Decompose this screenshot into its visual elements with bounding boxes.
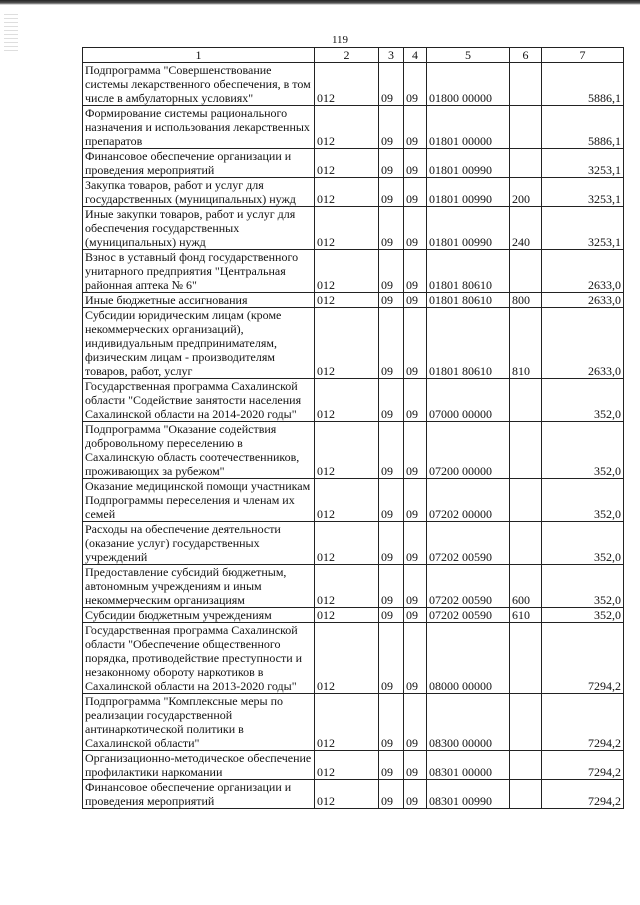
row-amount-cell: 7294,2 — [542, 751, 624, 780]
table-row — [83, 379, 624, 422]
table-row — [83, 178, 624, 207]
row-code-cell: 012 — [315, 250, 379, 293]
row-type-cell: 800 — [510, 293, 542, 308]
row-code-cell: 012 — [315, 149, 379, 178]
row-name-cell: Формирование системы рационального назначения и использования лекарственных препаратов — [83, 106, 315, 149]
row-subsection-cell: 09 — [404, 178, 427, 207]
row-code-cell: 012 — [315, 751, 379, 780]
row-target-cell: 07202 00590 — [427, 522, 510, 565]
row-target-cell: 01801 80610 — [427, 293, 510, 308]
row-subsection-cell: 09 — [404, 207, 427, 250]
row-name-cell: Финансовое обеспечение организации и проведения мероприятий — [83, 149, 315, 178]
row-name-cell: Оказание медицинской помощи участникам Подпрограммы переселения и членам их семей — [83, 479, 315, 522]
row-code-cell: 012 — [315, 293, 379, 308]
row-name-cell: Иные бюджетные ассигнования — [83, 293, 315, 308]
row-name-cell: Субсидии бюджетным учреждениям — [83, 608, 315, 623]
table-row — [83, 63, 624, 106]
row-type-cell — [510, 250, 542, 293]
row-code-cell: 012 — [315, 379, 379, 422]
row-target-cell: 01801 80610 — [427, 308, 510, 379]
row-type-cell: 600 — [510, 565, 542, 608]
row-target-cell: 07202 00590 — [427, 608, 510, 623]
row-subsection-cell: 09 — [404, 250, 427, 293]
row-section-cell: 09 — [379, 149, 404, 178]
row-type-cell — [510, 422, 542, 479]
table-row — [83, 522, 624, 565]
table-row — [83, 694, 624, 751]
row-amount-cell: 352,0 — [542, 479, 624, 522]
row-amount-cell: 352,0 — [542, 522, 624, 565]
table-row — [83, 149, 624, 178]
table-row — [83, 308, 624, 379]
row-section-cell: 09 — [379, 608, 404, 623]
row-amount-cell: 3253,1 — [542, 207, 624, 250]
row-name-cell: Подпрограмма "Совершенствование системы лекарственного обеспечения, в том числе в амбулаторных условиях" — [83, 63, 315, 106]
table-row — [83, 780, 624, 809]
row-target-cell: 07202 00590 — [427, 565, 510, 608]
row-amount-cell: 7294,2 — [542, 694, 624, 751]
table-row — [83, 293, 624, 308]
row-type-cell — [510, 623, 542, 694]
table-row — [83, 608, 624, 623]
table-row — [83, 565, 624, 608]
row-type-cell — [510, 479, 542, 522]
row-target-cell: 01801 00000 — [427, 106, 510, 149]
row-code-cell: 012 — [315, 522, 379, 565]
table-row — [83, 250, 624, 293]
row-section-cell: 09 — [379, 422, 404, 479]
row-subsection-cell: 09 — [404, 623, 427, 694]
row-type-cell — [510, 522, 542, 565]
row-section-cell: 09 — [379, 308, 404, 379]
row-amount-cell: 2633,0 — [542, 293, 624, 308]
row-name-cell: Государственная программа Сахалинской области "Обеспечение общественного порядка, противодействие преступности и незаконному обороту наркотиков в Сахалинской области на 2013-2020 годы" — [83, 623, 315, 694]
row-section-cell: 09 — [379, 207, 404, 250]
row-type-cell — [510, 106, 542, 149]
row-target-cell: 08000 00000 — [427, 623, 510, 694]
row-name-cell: Подпрограмма "Комплексные меры по реализации государственной антинаркотической политики в Сахалинской области" — [83, 694, 315, 751]
row-code-cell: 012 — [315, 780, 379, 809]
row-section-cell: 09 — [379, 293, 404, 308]
header-cell: 4 — [404, 48, 427, 63]
row-amount-cell: 2633,0 — [542, 308, 624, 379]
table-row — [83, 751, 624, 780]
header-cell: 6 — [510, 48, 542, 63]
row-target-cell: 08301 00990 — [427, 780, 510, 809]
row-subsection-cell: 09 — [404, 63, 427, 106]
row-name-cell: Взнос в уставный фонд государственного унитарного предприятия "Центральная районная аптека № 6" — [83, 250, 315, 293]
row-section-cell: 09 — [379, 751, 404, 780]
row-target-cell: 08300 00000 — [427, 694, 510, 751]
row-subsection-cell: 09 — [404, 522, 427, 565]
header-cell: 1 — [83, 48, 315, 63]
row-type-cell — [510, 751, 542, 780]
row-code-cell: 012 — [315, 565, 379, 608]
row-amount-cell: 352,0 — [542, 422, 624, 479]
row-type-cell: 240 — [510, 207, 542, 250]
row-amount-cell: 7294,2 — [542, 780, 624, 809]
row-subsection-cell: 09 — [404, 751, 427, 780]
row-section-cell: 09 — [379, 780, 404, 809]
row-type-cell: 200 — [510, 178, 542, 207]
row-target-cell: 01801 00990 — [427, 149, 510, 178]
header-cell: 5 — [427, 48, 510, 63]
row-amount-cell: 5886,1 — [542, 106, 624, 149]
row-type-cell — [510, 63, 542, 106]
row-code-cell: 012 — [315, 207, 379, 250]
row-target-cell: 08301 00000 — [427, 751, 510, 780]
row-type-cell: 810 — [510, 308, 542, 379]
row-amount-cell: 352,0 — [542, 379, 624, 422]
header-cell: 7 — [542, 48, 624, 63]
row-target-cell: 01801 00990 — [427, 207, 510, 250]
table-row — [83, 207, 624, 250]
row-subsection-cell: 09 — [404, 308, 427, 379]
row-code-cell: 012 — [315, 63, 379, 106]
row-name-cell: Закупка товаров, работ и услуг для государственных (муниципальных) нужд — [83, 178, 315, 207]
header-cell: 2 — [315, 48, 379, 63]
row-target-cell: 01800 00000 — [427, 63, 510, 106]
row-name-cell: Предоставление субсидий бюджетным, автономным учреждениям и иным некоммерческим организациям — [83, 565, 315, 608]
row-section-cell: 09 — [379, 106, 404, 149]
row-amount-cell: 352,0 — [542, 565, 624, 608]
row-name-cell: Финансовое обеспечение организации и проведения мероприятий — [83, 780, 315, 809]
row-target-cell: 07000 00000 — [427, 379, 510, 422]
row-type-cell — [510, 694, 542, 751]
row-name-cell: Подпрограмма "Оказание содействия добровольному переселению в Сахалинскую область соотечественников, проживающих за рубежом" — [83, 422, 315, 479]
row-code-cell: 012 — [315, 694, 379, 751]
budget-table-body — [83, 48, 624, 809]
row-code-cell: 012 — [315, 608, 379, 623]
row-name-cell: Расходы на обеспечение деятельности (оказание услуг) государственных учреждений — [83, 522, 315, 565]
row-type-cell — [510, 149, 542, 178]
row-target-cell: 07202 00000 — [427, 479, 510, 522]
row-section-cell: 09 — [379, 522, 404, 565]
row-target-cell: 01801 80610 — [427, 250, 510, 293]
budget-table — [82, 47, 624, 809]
row-code-cell: 012 — [315, 623, 379, 694]
row-section-cell: 09 — [379, 63, 404, 106]
row-type-cell — [510, 780, 542, 809]
row-subsection-cell: 09 — [404, 479, 427, 522]
row-code-cell: 012 — [315, 178, 379, 207]
row-type-cell: 610 — [510, 608, 542, 623]
row-amount-cell: 7294,2 — [542, 623, 624, 694]
row-subsection-cell: 09 — [404, 694, 427, 751]
row-amount-cell: 3253,1 — [542, 149, 624, 178]
row-subsection-cell: 09 — [404, 149, 427, 178]
row-code-cell: 012 — [315, 479, 379, 522]
table-row — [83, 623, 624, 694]
row-section-cell: 09 — [379, 379, 404, 422]
table-row — [83, 106, 624, 149]
row-amount-cell: 2633,0 — [542, 250, 624, 293]
row-subsection-cell: 09 — [404, 780, 427, 809]
row-subsection-cell: 09 — [404, 379, 427, 422]
row-code-cell: 012 — [315, 106, 379, 149]
row-amount-cell: 3253,1 — [542, 178, 624, 207]
row-type-cell — [510, 379, 542, 422]
row-subsection-cell: 09 — [404, 565, 427, 608]
header-cell: 3 — [379, 48, 404, 63]
row-name-cell: Организационно-методическое обеспечение профилактики наркомании — [83, 751, 315, 780]
row-section-cell: 09 — [379, 565, 404, 608]
row-section-cell: 09 — [379, 178, 404, 207]
row-subsection-cell: 09 — [404, 608, 427, 623]
table-row — [83, 422, 624, 479]
row-subsection-cell: 09 — [404, 106, 427, 149]
row-subsection-cell: 09 — [404, 293, 427, 308]
page-number: 119 — [331, 34, 349, 46]
row-section-cell: 09 — [379, 479, 404, 522]
row-amount-cell: 352,0 — [542, 608, 624, 623]
row-target-cell: 01801 00990 — [427, 178, 510, 207]
row-amount-cell: 5886,1 — [542, 63, 624, 106]
row-section-cell: 09 — [379, 250, 404, 293]
row-section-cell: 09 — [379, 694, 404, 751]
row-code-cell: 012 — [315, 308, 379, 379]
row-name-cell: Иные закупки товаров, работ и услуг для обеспечения государственных (муниципальных) нужд — [83, 207, 315, 250]
row-name-cell: Субсидии юридическим лицам (кроме некоммерческих организаций), индивидуальным предпринимателям, физическим лицам - производителям товаров, работ, услуг — [83, 308, 315, 379]
row-section-cell: 09 — [379, 623, 404, 694]
row-target-cell: 07200 00000 — [427, 422, 510, 479]
table-row — [83, 479, 624, 522]
row-subsection-cell: 09 — [404, 422, 427, 479]
row-name-cell: Государственная программа Сахалинской области "Содействие занятости населения Сахалинской области на 2014-2020 годы" — [83, 379, 315, 422]
header-row — [83, 48, 624, 63]
scan-top-edge — [0, 0, 640, 5]
row-code-cell: 012 — [315, 422, 379, 479]
